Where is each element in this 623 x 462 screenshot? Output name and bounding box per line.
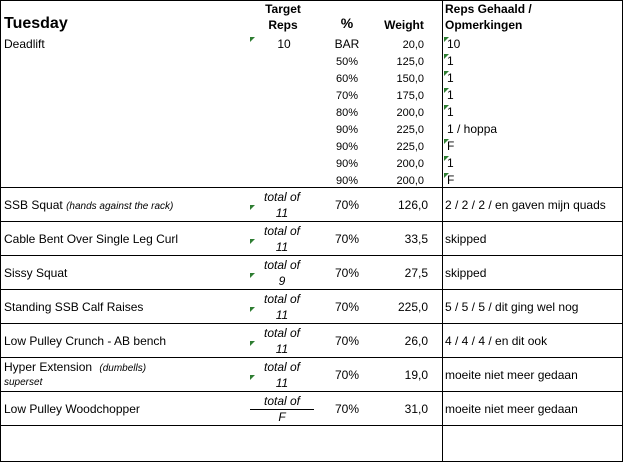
deadlift-set-pct: 50% xyxy=(335,56,359,68)
exercise-superset-label: superset xyxy=(4,377,43,388)
deadlift-set-note: 1 xyxy=(447,156,454,170)
exercise-name-text: Sissy Squat xyxy=(4,266,68,280)
deadlift-set-note: F xyxy=(447,139,455,153)
grid-line xyxy=(0,187,623,188)
grid-line xyxy=(0,255,623,256)
exercise-pct: 70% xyxy=(334,300,360,314)
grid-line xyxy=(442,0,443,462)
exercise-note: moeite niet meer gedaan xyxy=(445,402,578,416)
exercise-note: skipped xyxy=(445,232,487,246)
grid-line xyxy=(0,289,623,290)
deadlift-set-note: 1 xyxy=(447,54,454,68)
exercise-note: skipped xyxy=(445,266,487,280)
deadlift-set-pct: 90% xyxy=(335,124,359,136)
exercise-name-text: SSB Squat xyxy=(4,198,63,212)
exercise-pct: 70% xyxy=(334,402,360,416)
target-reps-header-1: Target xyxy=(265,2,301,16)
target-reps-top: total of xyxy=(263,258,301,272)
exercise-name-sub: (dumbells) xyxy=(99,363,147,374)
target-reps-top: total of xyxy=(263,360,301,374)
exercise-weight: 27,5 xyxy=(404,266,428,280)
grid-line xyxy=(0,0,623,1)
grid-line xyxy=(0,391,623,392)
exercise-name-text: Low Pulley Crunch - AB bench xyxy=(4,334,167,348)
deadlift-set-weight: 125,0 xyxy=(396,56,424,68)
exercise-weight: 33,5 xyxy=(404,232,428,246)
target-reps-top: total of xyxy=(263,394,301,408)
exercise-note: 4 / 4 / 4 / en dit ook xyxy=(445,334,548,348)
deadlift-set-pct: 70% xyxy=(335,90,359,102)
deadlift-set-note: 1 / hoppa xyxy=(447,122,498,136)
deadlift-target-reps: 10 xyxy=(277,37,291,51)
deadlift-set-note: 10 xyxy=(447,37,461,51)
deadlift-set-pct: 90% xyxy=(335,158,359,170)
deadlift-set-weight: 200,0 xyxy=(396,158,424,170)
deadlift-set-pct: 80% xyxy=(335,107,359,119)
exercise-pct: 70% xyxy=(334,368,360,382)
grid-line xyxy=(0,323,623,324)
day-title: Tuesday xyxy=(4,15,68,32)
exercise-name xyxy=(4,360,146,376)
target-reps-bottom: 11 xyxy=(275,308,289,322)
target-reps-header-2: Reps xyxy=(268,18,298,32)
deadlift-set-pct: 90% xyxy=(335,141,359,153)
deadlift-set-weight: 200,0 xyxy=(396,107,424,119)
exercise-name-text: Low Pulley Woodchopper xyxy=(4,402,140,416)
exercise-name-text: Cable Bent Over Single Leg Curl xyxy=(4,232,179,246)
exercise-weight: 19,0 xyxy=(404,368,428,382)
exercise-note: 2 / 2 / 2 / en gaven mijn quads xyxy=(445,198,606,212)
percent-header: % xyxy=(340,15,354,31)
exercise-name xyxy=(4,198,173,214)
exercise-name-sub: (hands against the rack) xyxy=(66,201,174,212)
grid-line xyxy=(0,0,1,462)
deadlift-set-weight: 150,0 xyxy=(396,73,424,85)
exercise-name-deadlift: Deadlift xyxy=(4,37,45,51)
notes-header-2: Opmerkingen xyxy=(445,18,523,32)
exercise-weight: 26,0 xyxy=(404,334,428,348)
exercise-weight: 225,0 xyxy=(397,300,428,314)
deadlift-set-note: 1 xyxy=(447,105,454,119)
exercise-pct: 70% xyxy=(334,198,360,212)
target-reps-bottom: 11 xyxy=(275,376,289,390)
deadlift-set-weight: 175,0 xyxy=(396,90,424,102)
exercise-note: 5 / 5 / 5 / dit ging wel nog xyxy=(445,300,579,314)
exercise-pct: 70% xyxy=(334,232,360,246)
deadlift-set-pct: BAR xyxy=(334,37,360,51)
target-reps-top: total of xyxy=(263,292,301,306)
deadlift-set-weight: 225,0 xyxy=(396,141,424,153)
target-reps-top: total of xyxy=(263,224,301,238)
target-reps-top: total of xyxy=(263,190,301,204)
exercise-pct: 70% xyxy=(334,266,360,280)
deadlift-set-note: F xyxy=(447,173,455,187)
exercise-weight: 126,0 xyxy=(397,198,428,212)
target-reps-bottom: 11 xyxy=(275,206,289,220)
target-reps-bottom: 9 xyxy=(278,274,286,288)
deadlift-set-pct: 90% xyxy=(335,175,359,187)
exercise-pct: 70% xyxy=(334,334,360,348)
deadlift-set-weight: 200,0 xyxy=(396,175,424,187)
notes-header-1: Reps Gehaald / xyxy=(445,2,532,16)
target-reps-bottom: 11 xyxy=(275,240,289,254)
grid-line xyxy=(0,425,623,426)
deadlift-set-weight: 225,0 xyxy=(396,124,424,136)
deadlift-set-note: 1 xyxy=(447,88,454,102)
target-reps-bottom: F xyxy=(278,410,286,424)
target-reps-top: total of xyxy=(263,326,301,340)
exercise-note: moeite niet meer gedaan xyxy=(445,368,578,382)
deadlift-set-note: 1 xyxy=(447,71,454,85)
deadlift-set-pct: 60% xyxy=(335,73,359,85)
exercise-name-text: Standing SSB Calf Raises xyxy=(4,300,144,314)
exercise-name-text: Hyper Extension xyxy=(4,360,93,374)
grid-line xyxy=(0,357,623,358)
deadlift-set-weight: 20,0 xyxy=(402,39,424,51)
exercise-weight: 31,0 xyxy=(404,402,428,416)
target-reps-bottom: 11 xyxy=(275,342,289,356)
weight-header: Weight xyxy=(384,18,424,32)
grid-line xyxy=(0,221,623,222)
